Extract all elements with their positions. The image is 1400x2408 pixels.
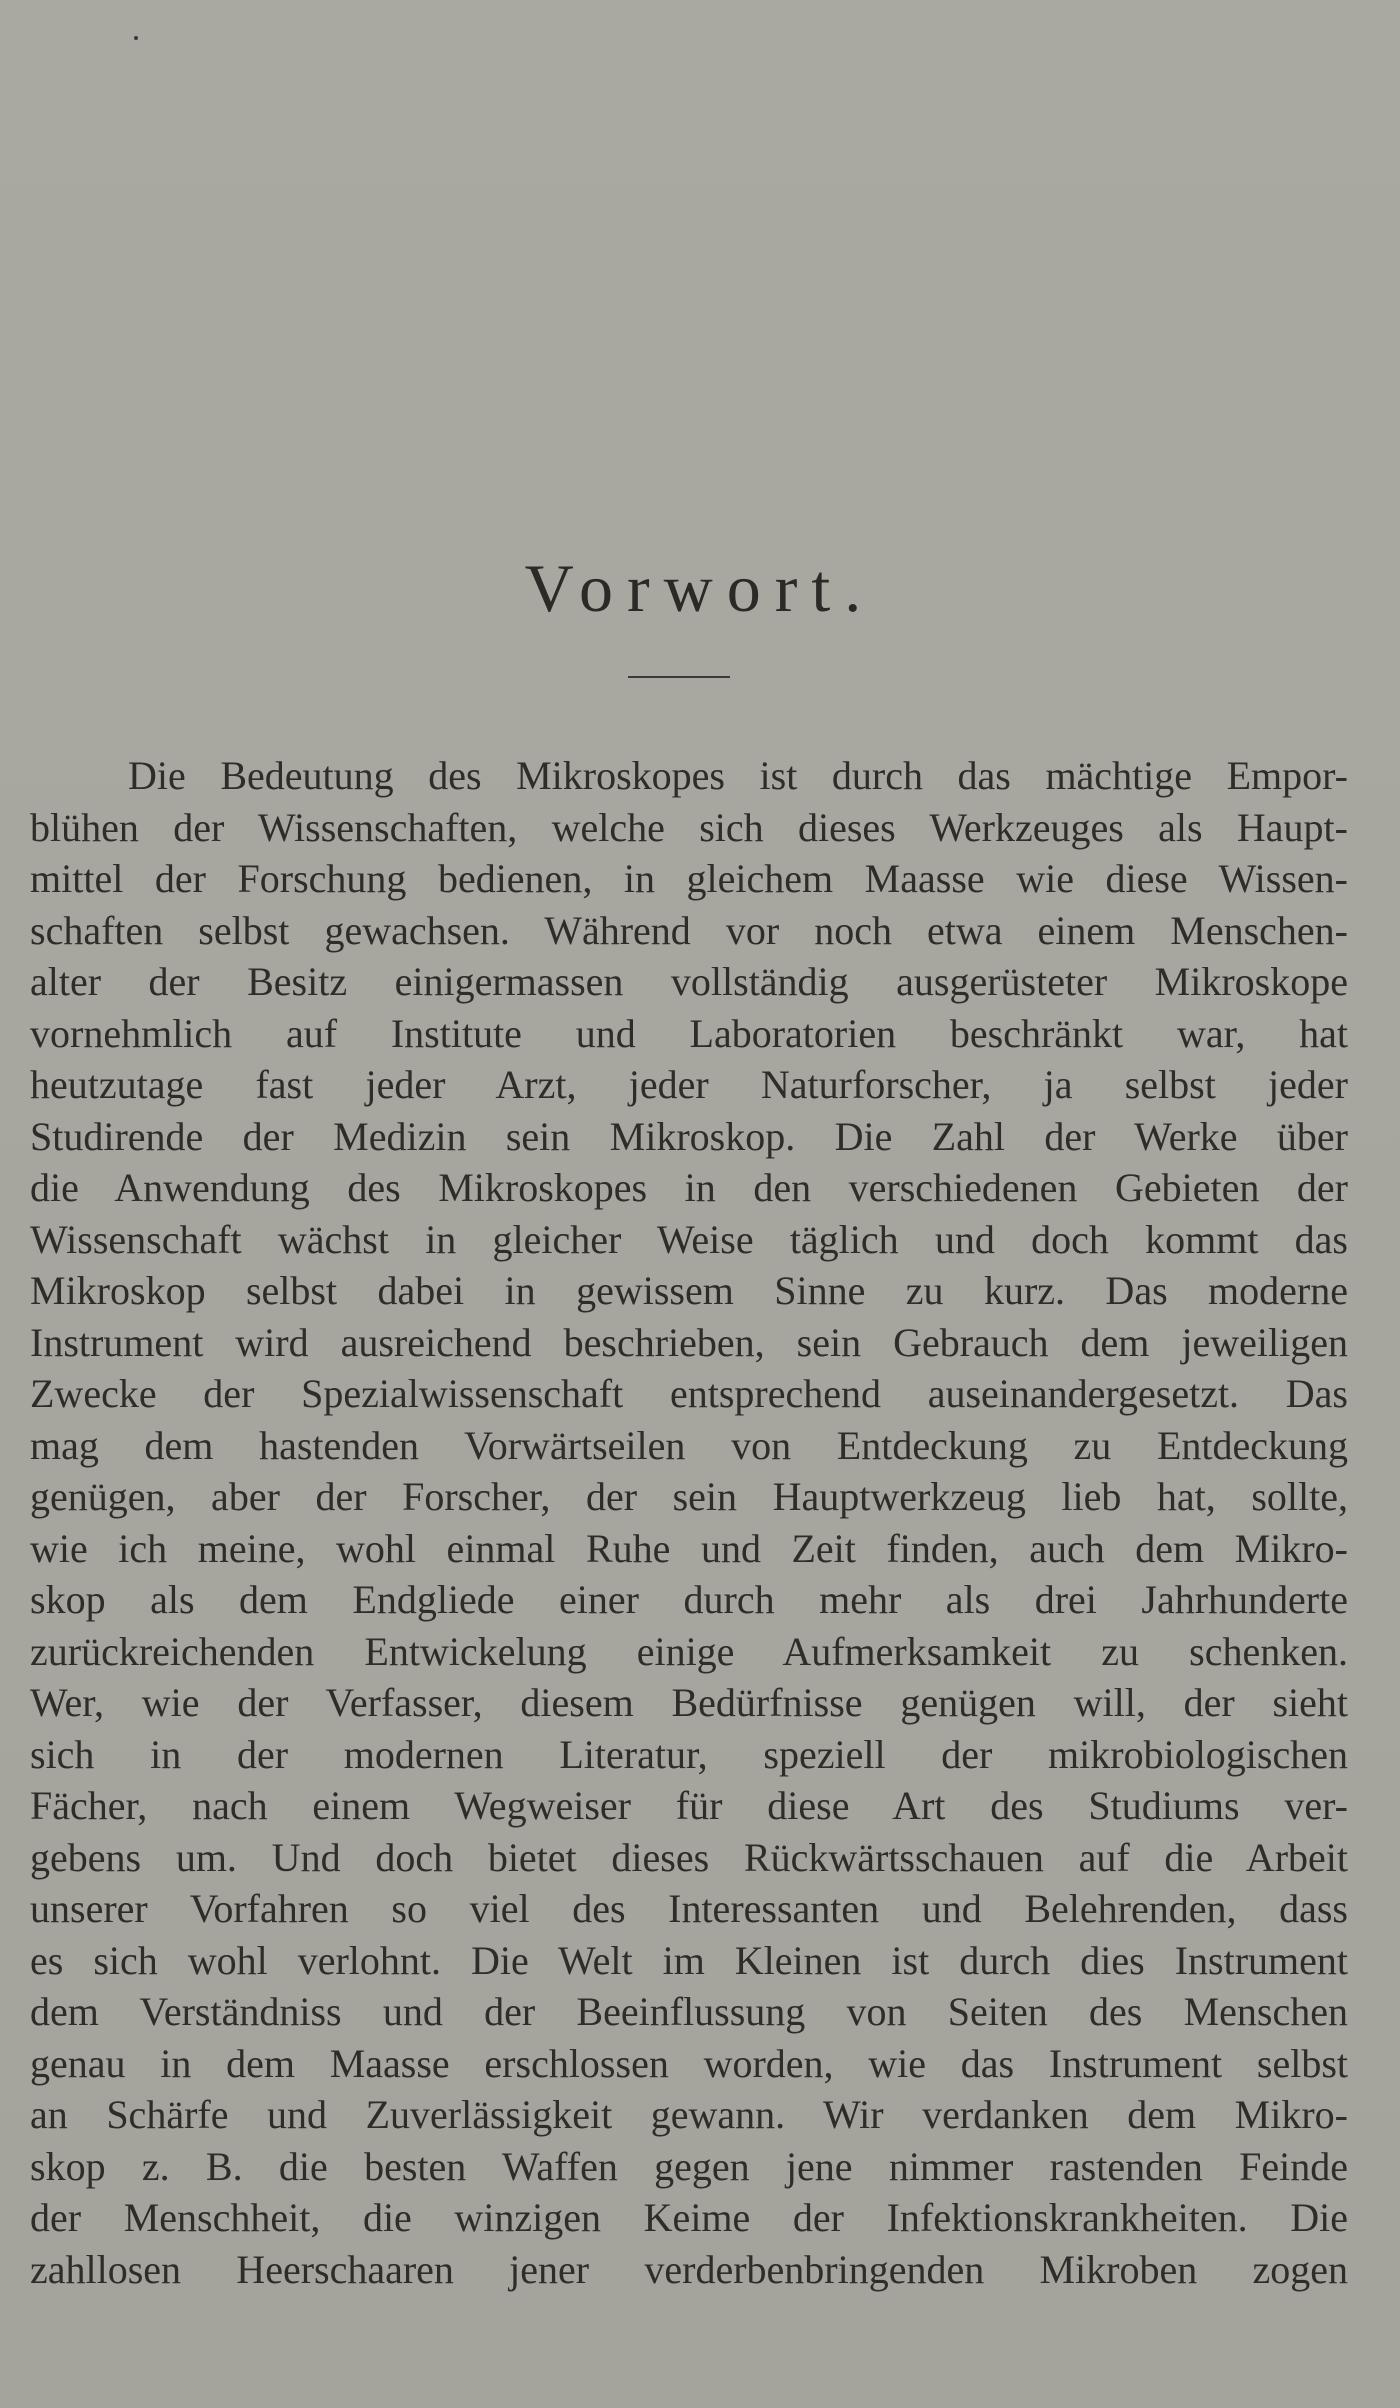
paragraph-line: Zwecke der Spezialwissenschaft entsprechend auseinandergesetzt. Das	[30, 1371, 1348, 1416]
paragraph-line: gebens um. Und doch bietet dieses Rückwärtsschauen auf die Arbeit	[30, 1834, 1348, 1880]
paragraph-line: genau in dem Maasse erschlossen worden, wie das Instrument selbst	[30, 2040, 1348, 2086]
preface-paragraph	[30, 750, 1348, 2295]
paragraph-line: dem Verständniss und der Beeinflussung von Seiten des Menschen	[30, 1989, 1348, 2034]
ink-speck	[134, 36, 138, 40]
paragraph-line: sich in der modernen Literatur, speziell der mikrobiologischen	[30, 1731, 1348, 1777]
paragraph-line: skop als dem Endgliede einer durch mehr als drei Jahrhunderte	[30, 1577, 1348, 1622]
paragraph-line: blühen der Wissenschaften, welche sich dieses Werkzeuges als Haupt-	[30, 804, 1348, 850]
paragraph-line: skop z. B. die besten Waffen gegen jene nimmer rastenden Feinde	[30, 2143, 1348, 2189]
paragraph-line: Die Bedeutung des Mikroskopes ist durch das mächtige Empor-	[128, 753, 1348, 798]
paragraph-line: Studirende der Medizin sein Mikroskop. Die Zahl der Werke über	[30, 1113, 1348, 1159]
paragraph-line: genügen, aber der Forscher, der sein Hauptwerkzeug lieb hat, sollte,	[30, 1474, 1348, 1519]
paragraph-line: zurückreichenden Entwickelung einige Aufmerksamkeit zu schenken.	[30, 1628, 1348, 1674]
paragraph-line: alter der Besitz einigermassen vollständig ausgerüsteter Mikroskope	[30, 959, 1348, 1004]
page-title: Vorwort.	[524, 550, 876, 626]
paragraph-line: Mikroskop selbst dabei in gewissem Sinne zu kurz. Das moderne	[30, 1268, 1348, 1313]
title-divider	[628, 676, 730, 678]
paragraph-line: schaften selbst gewachsen. Während vor noch etwa einem Menschen-	[30, 907, 1348, 953]
paragraph-line: zahllosen Heerschaaren jener verderbenbringenden Mikroben zogen	[30, 2246, 1348, 2292]
paragraph-line: der Menschheit, die winzigen Keime der Infektionskrankheiten. Die	[30, 2195, 1348, 2240]
paragraph-line: die Anwendung des Mikroskopes in den verschiedenen Gebieten der	[30, 1165, 1348, 1210]
paragraph-line: wie ich meine, wohl einmal Ruhe und Zeit finden, auch dem Mikro-	[30, 1525, 1348, 1571]
paragraph-line: es sich wohl verlohnt. Die Welt im Kleinen ist durch dies Instrument	[30, 1937, 1348, 1983]
paragraph-line: Instrument wird ausreichend beschrieben, sein Gebrauch dem jeweiligen	[30, 1319, 1348, 1365]
paragraph-line: mag dem hastenden Vorwärtseilen von Entdeckung zu Entdeckung	[30, 1422, 1348, 1468]
paragraph-line: an Schärfe und Zuverlässigkeit gewann. Wir verdanken dem Mikro-	[30, 2092, 1348, 2137]
paragraph-line: Fächer, nach einem Wegweiser für diese Art des Studiums ver-	[30, 1783, 1348, 1828]
paragraph-line: unserer Vorfahren so viel des Interessanten und Belehrenden, dass	[30, 1886, 1348, 1931]
paragraph-line: vornehmlich auf Institute und Laboratorien beschränkt war, hat	[30, 1010, 1348, 1056]
paragraph-line: Wissenschaft wächst in gleicher Weise täglich und doch kommt das	[30, 1216, 1348, 1262]
paragraph-line: mittel der Forschung bedienen, in gleichem Maasse wie diese Wissen-	[30, 856, 1348, 901]
paragraph-line: Wer, wie der Verfasser, diesem Bedürfnisse genügen will, der sieht	[30, 1680, 1348, 1725]
paragraph-line: heutzutage fast jeder Arzt, jeder Naturforscher, ja selbst jeder	[30, 1062, 1348, 1107]
